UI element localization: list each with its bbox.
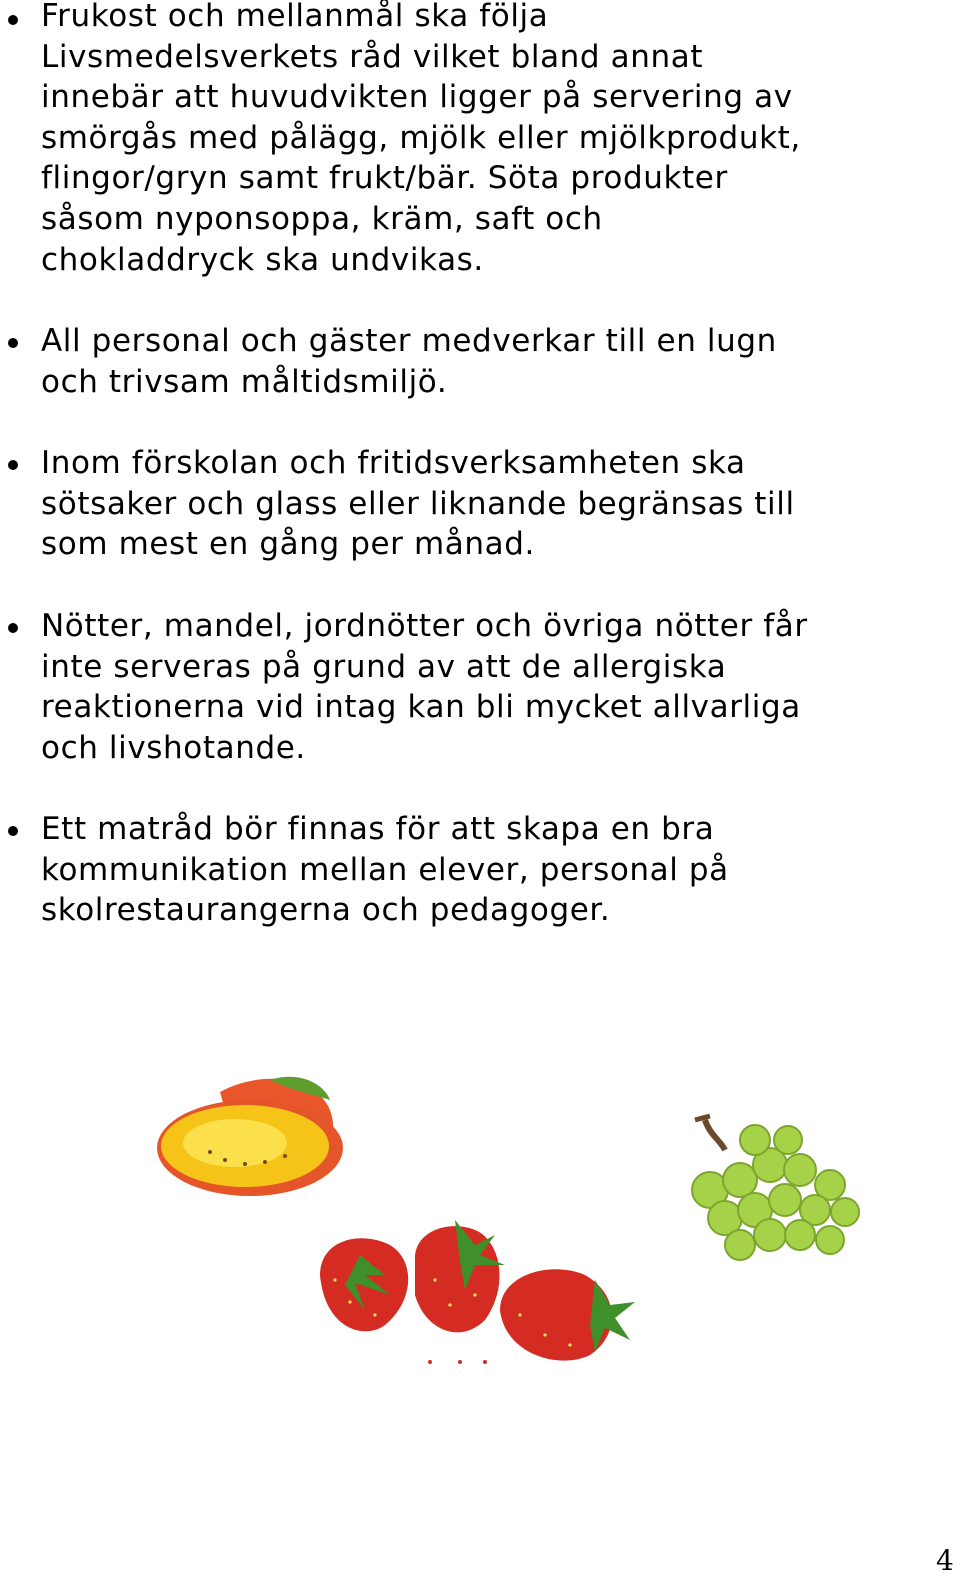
text-line: reaktionerna vid intag kan bli mycket allvarliga [41, 689, 801, 726]
text-line: flingor/gryn samt frukt/bär. Söta produkter [41, 160, 728, 197]
bullet-icon [8, 338, 18, 348]
bullet-icon [8, 460, 18, 470]
mango-icon [157, 1077, 343, 1196]
text-line: smörgås med pålägg, mjölk eller mjölkprodukt, [41, 119, 801, 156]
bullet-text [41, 321, 941, 402]
text-line: innebär att huvudvikten ligger på servering av [41, 79, 793, 116]
text-line: chokladdryck ska undvikas. [41, 241, 484, 278]
text-line: Ett matråd bör finnas för att skapa en bra [41, 811, 715, 847]
bullet-text [41, 443, 941, 565]
text-line: kommunikation mellan elever, personal på [41, 851, 729, 888]
text-line: som mest en gång per månad. [41, 526, 535, 563]
text-line: och livshotande. [41, 729, 306, 766]
bullet-icon [8, 826, 18, 836]
fruit-illustration [150, 1040, 880, 1380]
strawberry-icon [320, 1220, 635, 1364]
bullet-text [41, 0, 941, 280]
bullet-text [41, 606, 941, 768]
text-line: Inom förskolan och fritidsverksamheten ska [41, 445, 746, 481]
bullet-text [41, 809, 941, 931]
text-line: Nötter, mandel, jordnötter och övriga nötter får [41, 608, 808, 644]
text-line: Frukost och mellanmål ska följa [41, 0, 549, 34]
text-line: skolrestaurangerna och pedagoger. [41, 892, 611, 929]
text-line: inte serveras på grund av att de allergiska [41, 648, 727, 685]
text-line: Livsmedelsverkets råd vilket bland annat [41, 38, 704, 75]
text-line: All personal och gäster medverkar till en lugn [41, 323, 777, 359]
text-line: sötsaker och glass eller liknande begränsas till [41, 485, 795, 522]
bullet-icon [8, 15, 18, 25]
grapes-icon [692, 1116, 859, 1260]
text-line: och trivsam måltidsmiljö. [41, 363, 448, 400]
page-number: 4 [936, 1544, 954, 1577]
bullet-icon [8, 623, 18, 633]
text-line: såsom nyponsoppa, kräm, saft och [41, 200, 603, 237]
